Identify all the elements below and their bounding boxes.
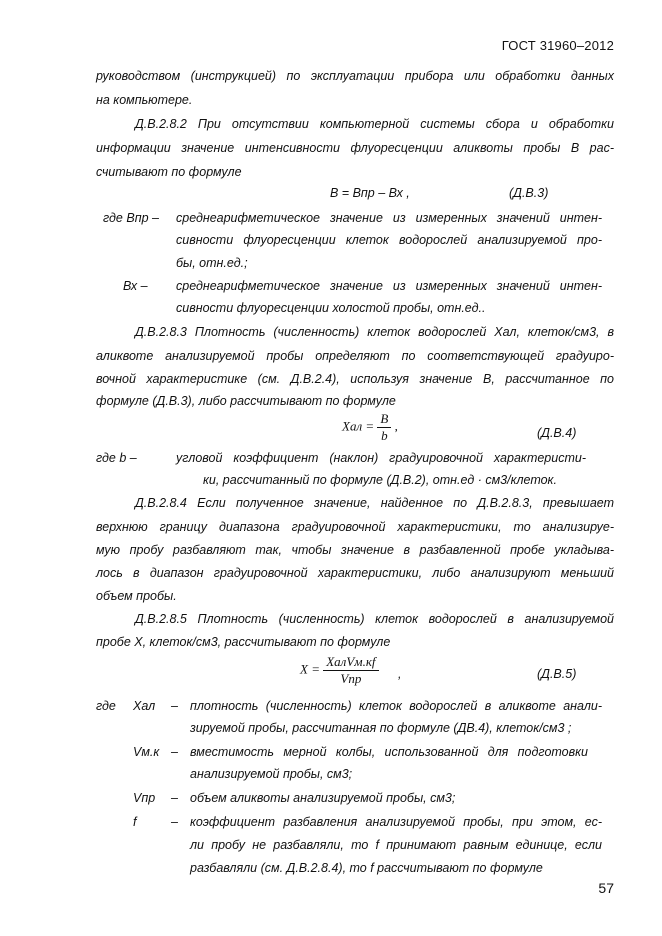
symbol: Хал [133, 699, 156, 713]
text-line: верхнюю границу диапазона градуировочной характеристики, то анализируе- [96, 520, 614, 534]
text-line: Д.В.2.8.3 Плотность (численность) клеток водорослей Хал, клеток/см3, в [135, 325, 614, 339]
text-line: разбавляли (см. Д.В.2.8.4), то f рассчитывают по формуле [190, 861, 543, 875]
text-line: среднеарифметическое значение из измеренных значений интен- [176, 211, 602, 225]
fraction-denominator: b [381, 428, 388, 443]
text-line: зируемой пробы, рассчитанная по формуле (ДВ.4), клеток/см3 ; [190, 721, 572, 735]
text-line: коэффициент разбавления анализируемой пробы, при этом, ес- [190, 815, 602, 829]
formula-lhs: X = [300, 661, 320, 677]
text-line: Д.В.2.8.4 Если полученное значение, найденное по Д.В.2.8.3, превышает [135, 496, 614, 510]
formula-d-b-3: В = Впр – Вх , [330, 186, 410, 200]
formula-comma: , [398, 667, 402, 681]
page-number: 57 [598, 880, 614, 896]
text-line: на компьютере. [96, 93, 193, 107]
formula-d-b-4 [342, 412, 398, 443]
fraction-denominator: Vпр [340, 671, 362, 686]
symbol: Vпр [133, 791, 156, 805]
text-line: среднеарифметическое значение из измеренных значений интен- [176, 279, 602, 293]
symbol: f [133, 815, 137, 829]
dash: – [171, 699, 178, 713]
text-line: объем пробы. [96, 589, 177, 603]
formula-d-b-5 [300, 655, 379, 686]
dash: – [171, 745, 178, 759]
text-line: Д.В.2.8.2 При отсутствии компьютерной системы сбора и обработки [135, 117, 614, 131]
text-line: информации значение интенсивности флуоресценции аликвоты пробы В рас- [96, 141, 614, 155]
text-line: Д.В.2.8.5 Плотность (численность) клеток водорослей в анализируемой [135, 612, 614, 626]
text-line: сивности флуоресценции холостой пробы, отн.ед.. [176, 301, 486, 315]
text-line: угловой коэффициент (наклон) градуировочной характеристи- [176, 451, 586, 465]
text-line: аликвоте анализируемой пробы определяют по соответствующей градуиро- [96, 349, 614, 363]
formula-lhs: Xал = [342, 418, 375, 434]
text-line: ки, рассчитанный по формуле (Д.В.2), отн.ед · см3/клеток. [203, 473, 557, 487]
formula-comma: , [394, 418, 398, 434]
text-line: считывают по формуле [96, 165, 242, 179]
fraction [377, 412, 391, 443]
text-line: лось в диапазон градуировочной характеристики, либо анализируют меньший [96, 566, 614, 580]
text-line: вочной характеристике (см. Д.В.2.4), используя значение В, рассчитанное по [96, 372, 614, 386]
symbol: Vм.к [133, 745, 160, 759]
fraction [323, 655, 378, 686]
where-label: где [96, 699, 116, 713]
text-line: объем аликвоты анализируемой пробы, см3; [190, 791, 456, 805]
where-label: Вх – [123, 279, 148, 293]
fraction-numerator: XалVм.кf [323, 655, 378, 671]
where-label: где b – [96, 451, 137, 465]
text-line: сивности флуоресценции клеток водорослей анализируемой про- [176, 233, 602, 247]
fraction-numerator: B [377, 412, 391, 428]
formula-number: (Д.В.4) [537, 426, 577, 440]
formula-number: (Д.В.5) [537, 667, 577, 681]
text-line: руководством (инструкцией) по эксплуатации прибора или обработки данных [96, 69, 614, 83]
text-line: мую пробу разбавляют так, чтобы значение в разбавленной пробе укладыва- [96, 543, 614, 557]
page-header: ГОСТ 31960–2012 [501, 38, 614, 53]
text-line: пробе Х, клеток/см3, рассчитывают по формуле [96, 635, 391, 649]
dash: – [171, 815, 178, 829]
dash: – [171, 791, 178, 805]
text-line: ли пробу не разбавляли, то f принимают равным единице, если [190, 838, 602, 852]
text-line: формуле (Д.В.3), либо рассчитывают по формуле [96, 394, 396, 408]
text-line: вместимость мерной колбы, использованной для подготовки [190, 745, 588, 759]
formula-number: (Д.В.3) [509, 186, 549, 200]
text-line: анализируемой пробы, см3; [190, 767, 353, 781]
text-line: бы, отн.ед.; [176, 256, 248, 270]
where-label: где Впр – [103, 211, 159, 225]
text-line: плотность (численность) клеток водорослей в аликвоте анали- [190, 699, 602, 713]
